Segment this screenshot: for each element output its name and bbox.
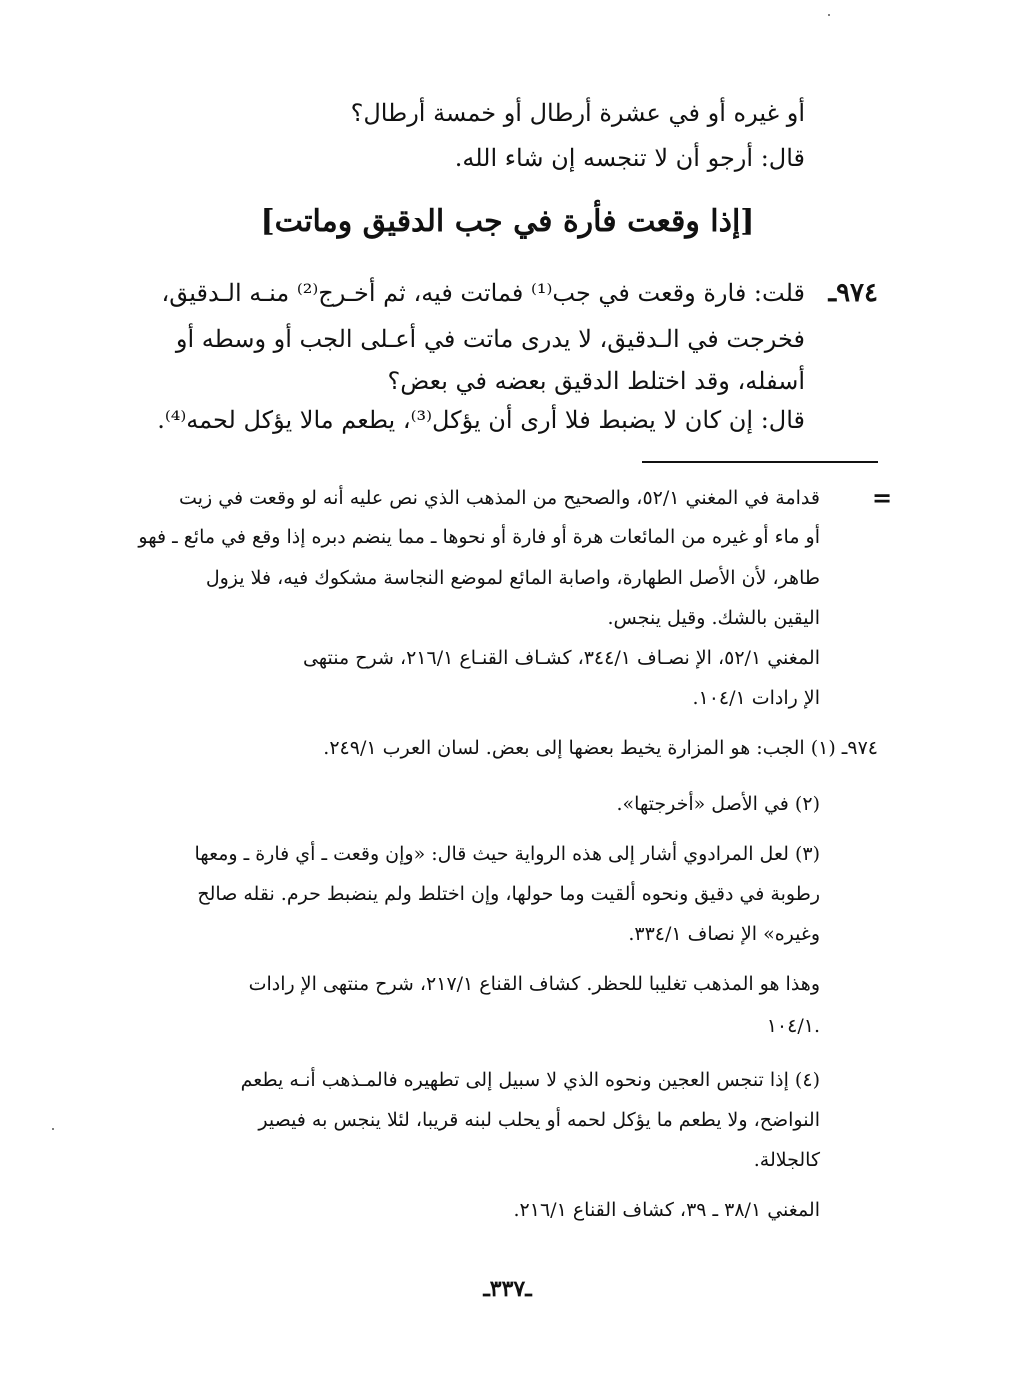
continuation-mark: = bbox=[872, 483, 893, 512]
footnote-continued-line-1: قدامة في المغني ٥٢/١، والصحيح من المذهب الذي نص عليه أنه لو وقعت في زيت bbox=[179, 487, 820, 509]
footnote-3-line-5: ١٠٤/١. bbox=[766, 1015, 820, 1037]
footnote-3-line-2: رطوبة في دقيق ونحوه ألقيت وما حولها، وإن اختلط ولم ينضبط حرم. نقله صالح bbox=[197, 883, 820, 905]
page-number: ـ٣٣٧ـ bbox=[483, 1276, 532, 1302]
footnote-3-line-4: وهذا هو المذهب تغليبا للحظر. كشاف القناع ٢١٧/١، شرح منتهى الإ رادات bbox=[248, 973, 820, 995]
footnote-separator bbox=[642, 461, 878, 463]
question-number: ٩٧٤ـ bbox=[828, 278, 878, 308]
scan-speck bbox=[52, 1128, 54, 1130]
footnote-continued-line-5: المغني ٥٢/١، الإ نصـاف ٣٤٤/١، كشـاف القنـاع ٢١٦/١، شرح منتهى bbox=[302, 647, 820, 669]
footnote-4-line-3: كالجلالة. bbox=[753, 1149, 820, 1171]
question-line-3: أسفله، وقد اختلط الدقيق بعضه في بعض؟ bbox=[387, 367, 805, 395]
footnote-974-1: ٩٧٤ـ (١) الجب: هو المزارة يخيط بعضها إلى بعض. لسان العرب ٢٤٩/١. bbox=[323, 737, 878, 759]
section-heading: [إذا وقعت فأرة في جب الدقيق وماتت] bbox=[260, 204, 755, 239]
footnote-4-line-2: النواضح، ولا يطعم ما يؤكل لحمه أو يحلب لبنه قريبا، لئلا ينجس به فيصير bbox=[258, 1109, 820, 1131]
footnote-4-line-1: (٤) إذا تنجس العجين ونحوه الذي لا سبيل إلى تطهيره فالمـذهب أنـه يطعم bbox=[240, 1069, 820, 1091]
footnote-continued-line-3: طاهر، لأن الأصل الطهارة، واصابة المائع لموضع النجاسة مشكوك فيه، فلا يزول bbox=[205, 567, 820, 589]
question-line-1: قلت: فارة وقعت في جب⁽¹⁾ فماتت فيه، ثم أخـرج⁽²⁾ منـه الـدقيق، bbox=[161, 279, 805, 307]
text-line-2: قال: أرجو أن لا تنجسه إن شاء الله. bbox=[454, 144, 805, 172]
footnote-2: (٢) في الأصل «أخرجتها». bbox=[616, 793, 820, 815]
scan-speck bbox=[828, 14, 830, 16]
answer-line: قال: إن كان لا يضبط فلا أرى أن يؤكل⁽³⁾، يطعم مالا يؤكل لحمه⁽⁴⁾. bbox=[157, 406, 805, 434]
text-line-1: أو غيره أو في عشرة أرطال أو خمسة أرطال؟ bbox=[350, 99, 805, 127]
footnote-continued-line-2: أو ماء أو غيره من المائعات هرة أو فارة أو نحوها ـ مما ينضم دبره إذا وقع في مائع ـ فهو bbox=[138, 526, 820, 548]
footnote-continued-line-4: اليقين بالشك. وقيل ينجس. bbox=[607, 607, 820, 629]
footnote-4-line-4: المغني ٣٨/١ ـ ٣٩، كشاف القناع ٢١٦/١. bbox=[513, 1199, 820, 1221]
question-line-2: فخرجت في الـدقيق، لا يدرى ماتت في أعـلى الجب أو وسطه أو bbox=[175, 325, 805, 353]
footnote-continued-line-6: الإ رادات ١٠٤/١. bbox=[692, 687, 820, 709]
footnote-3-line-1: (٣) لعل المرادوي أشار إلى هذه الرواية حيث قال: «وإن وقعت ـ أي فارة ـ ومعها bbox=[194, 843, 820, 865]
footnote-3-line-3: وغيره» الإ نصاف ٣٣٤/١. bbox=[628, 923, 820, 945]
